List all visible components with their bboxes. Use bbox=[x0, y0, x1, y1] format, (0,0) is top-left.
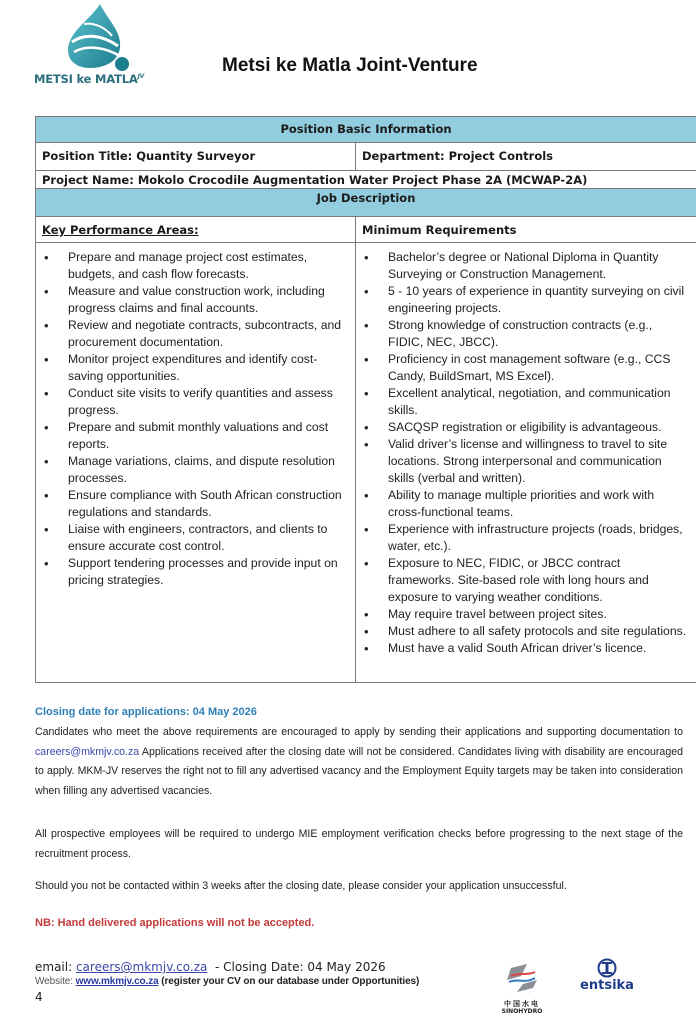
list-item: • Manage variations, claims, and dispute resolution processes. bbox=[40, 453, 349, 487]
logo-wordmark: METSI ke $MATLA^{JV}$ bbox=[34, 72, 145, 86]
list-item: • Ensure compliance with South African construction regulations and standards. bbox=[40, 487, 349, 521]
website-link[interactable]: www.mkmjv.co.za bbox=[75, 976, 159, 987]
footer-email-link[interactable]: careers@mkmjv.co.za bbox=[75, 960, 208, 974]
list-item: • Strong knowledge of construction contracts (e.g., FIDIC, NEC, JBCC). bbox=[360, 317, 690, 351]
list-item: • Valid driver’s license and willingness to travel to site locations. Strong interpersonal and communication skills (verbal and written). bbox=[360, 436, 690, 487]
unsuccessful-notice: Should you not be contacted within 3 weeks after the closing date, please consider your application unsuccessful. bbox=[35, 880, 567, 892]
company-logo bbox=[30, 0, 170, 95]
department: Department: Project Controls bbox=[356, 143, 696, 171]
entsika-mark-icon bbox=[572, 958, 642, 978]
job-info-table bbox=[35, 116, 696, 683]
list-item: • Review and negotiate contracts, subcontracts, and procurement documentation. bbox=[40, 317, 349, 351]
sinohydro-mark-icon bbox=[497, 962, 547, 998]
careers-email-link[interactable]: careers@mkmjv.co.za bbox=[35, 745, 140, 758]
page-title: Metsi ke Matla Joint-Venture bbox=[222, 55, 478, 76]
list-item: • Must adhere to all safety protocols and site regulations. bbox=[360, 623, 690, 640]
list-item: • Liaise with engineers, contractors, and clients to ensure accurate cost control. bbox=[40, 521, 349, 555]
sinohydro-logo: 中国水电 SINOHYDRO bbox=[497, 962, 547, 1022]
list-item: • Conduct site visits to verify quantities and assess progress. bbox=[40, 385, 349, 419]
footer-email-line: email: careers@mkmjv.co.za - Closing Date: 04 May 2026 bbox=[35, 960, 386, 974]
verification-notice: All prospective employees will be required to undergo MIE employment verification checks before progressing to the next stage of the recruitment process. bbox=[35, 828, 683, 860]
application-instructions: Candidates who meet the above requirements are encouraged to apply by sending their applications and supporting documentation to careers@mkmjv.co.za Applications received after the closing date will not be considered. Candidates living with disability are encouraged to apply. MKM-JV reserves the right not to fill any advertised vacancy and the Employment Equity targets may be taken into consideration when filling any advertised vacancies. bbox=[35, 726, 683, 797]
requirements-list bbox=[360, 249, 690, 657]
list-item: • Must have a valid South African driver’s licence. bbox=[360, 640, 690, 657]
hand-delivery-warning: NB: Hand delivered applications will not be accepted. bbox=[35, 917, 315, 929]
entsika-logo: entsika bbox=[572, 958, 642, 998]
section-header-basic-info: Position Basic Information bbox=[36, 117, 696, 143]
list-item: • Support tendering processes and provide input on pricing strategies. bbox=[40, 555, 349, 589]
water-drop-icon bbox=[60, 2, 135, 74]
list-item: • May require travel between project sites. bbox=[360, 606, 690, 623]
list-item: • Exposure to NEC, FIDIC, or JBCC contract frameworks. Site-based role with long hours and exposure to varying weather conditions. bbox=[360, 555, 690, 606]
kpa-cell bbox=[36, 243, 356, 683]
project-name: Project Name: Mokolo Crocodile Augmentation Water Project Phase 2A (MCWAP-2A) bbox=[36, 171, 696, 189]
list-item: • Ability to manage multiple priorities and work with cross-functional teams. bbox=[360, 487, 690, 521]
list-item: • Proficiency in cost management software (e.g., CCS Candy, BuildSmart, MS Excel). bbox=[360, 351, 690, 385]
list-item: • Experience with infrastructure projects (roads, bridges, water, etc.). bbox=[360, 521, 690, 555]
position-title: Position Title: Quantity Surveyor bbox=[36, 143, 356, 171]
footer-website-line: Website: www.mkmjv.co.za (register your CV on our database under Opportunities) bbox=[35, 976, 420, 987]
list-item: • Monitor project expenditures and identify cost-saving opportunities. bbox=[40, 351, 349, 385]
page-number: 4 bbox=[35, 990, 43, 1004]
requirements-cell bbox=[356, 243, 696, 683]
list-item: • SACQSP registration or eligibility is advantageous. bbox=[360, 419, 690, 436]
list-item: • Measure and value construction work, including progress claims and final accounts. bbox=[40, 283, 349, 317]
closing-date-heading: Closing date for applications: 04 May 2026 bbox=[35, 706, 257, 718]
kpa-header: Key Performance Areas: bbox=[36, 217, 356, 243]
list-item: • Excellent analytical, negotiation, and communication skills. bbox=[360, 385, 690, 419]
requirements-header: Minimum Requirements bbox=[356, 217, 696, 243]
section-header-job-description: Job Description bbox=[36, 189, 696, 217]
list-item: • 5 - 10 years of experience in quantity surveying on civil engineering projects. bbox=[360, 283, 690, 317]
list-item: • Bachelor’s degree or National Diploma in Quantity Surveying or Construction Management. bbox=[360, 249, 690, 283]
list-item: • Prepare and submit monthly valuations and cost reports. bbox=[40, 419, 349, 453]
list-item: • Prepare and manage project cost estimates, budgets, and cash flow forecasts. bbox=[40, 249, 349, 283]
kpa-list bbox=[40, 249, 349, 589]
